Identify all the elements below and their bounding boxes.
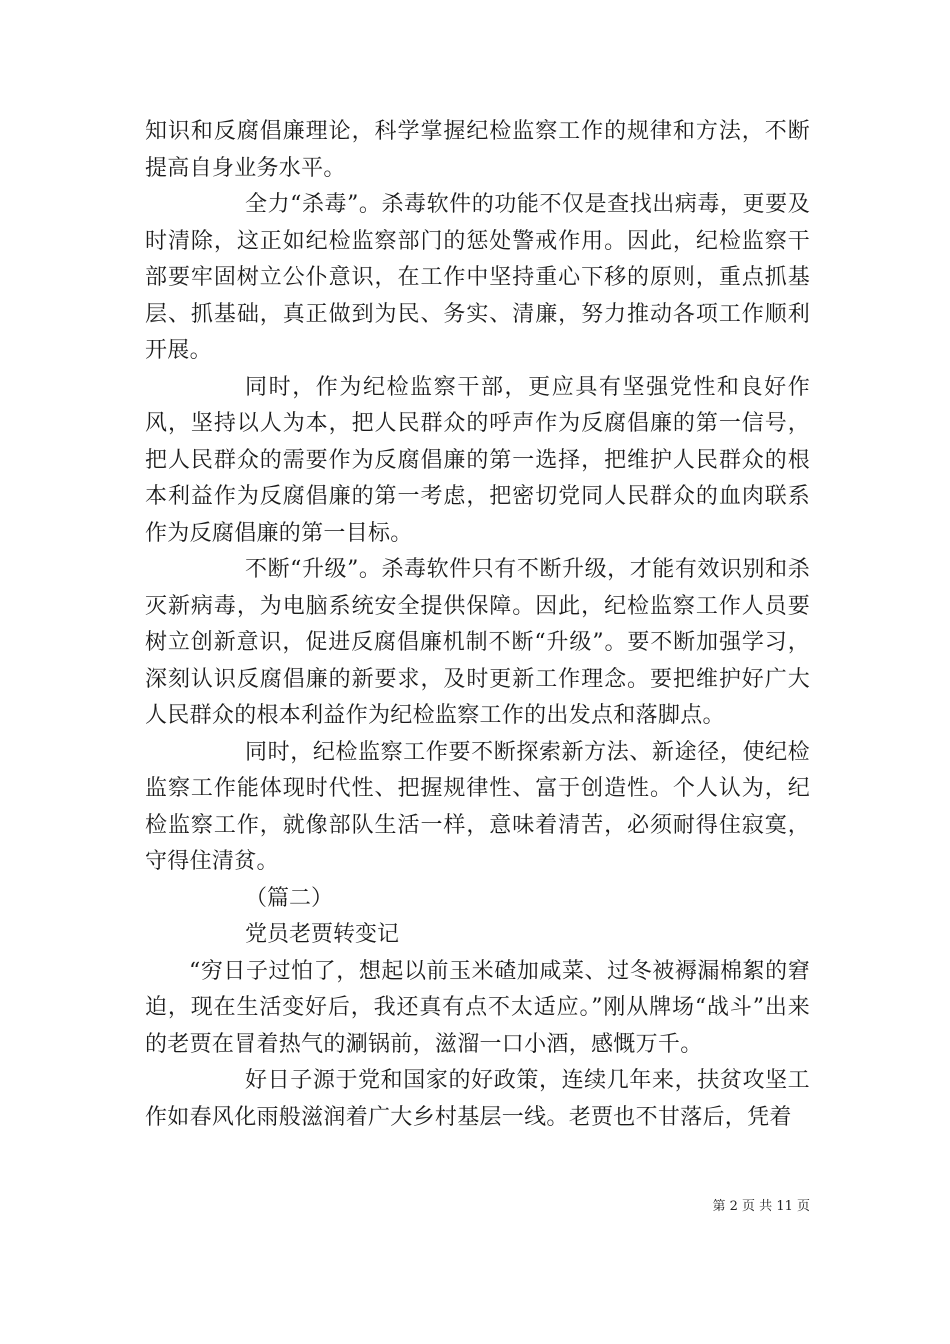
section-label: （篇二） <box>245 885 334 911</box>
page-footer: 第 2 页 共 11 页 <box>712 1199 810 1214</box>
paragraph-cadre-conduct: 同时，作为纪检监察干部，更应具有坚强党性和良好作风，坚持以人为本，把人民群众的呼声作为反腐倡廉的第一信号，把人民群众的需要作为反腐倡廉的第一选择，把维护人民群众的根本利益作为反腐倡廉的第一考虑，把密切党同人民群众的血肉联系作为反腐倡廉的第一目标。 <box>145 374 810 546</box>
document-body <box>145 114 810 1136</box>
paragraph-antivirus-kill: 全力“杀毒”。杀毒软件的功能不仅是查找出病毒，更要及时清除，这正如纪检监察部门的惩处警戒作用。因此，纪检监察干部要牢固树立公仆意识，在工作中坚持重心下移的原则，重点抓基层、抓基础，真正做到为民、务实、清廉，努力推动各项工作顺利开展。 <box>145 192 810 363</box>
paragraph-continued: 知识和反腐倡廉理论，科学掌握纪检监察工作的规律和方法，不断提高自身业务水平。 <box>145 119 810 181</box>
paragraph-upgrade: 不断“升级”。杀毒软件只有不断升级，才能有效识别和杀灭新病毒，为电脑系统安全提供保障。因此，纪检监察工作人员要树立创新意识，促进反腐倡廉机制不断“升级”。要不断加强学习，深刻认识反腐倡廉的新要求，及时更新工作理念。要把维护好广大人民群众的根本利益作为纪检监察工作的出发点和落脚点。 <box>145 557 810 728</box>
paragraph-good-policy: 好日子源于党和国家的好政策，连续几年来，扶贫攻坚工作如春风化雨般滋润着广大乡村基层一线。老贾也不甘落后，凭着 <box>145 1068 810 1130</box>
paragraph-innovation: 同时，纪检监察工作要不断探索新方法、新途径，使纪检监察工作能体现时代性、把握规律性、富于创造性。个人认为，纪检监察工作，就像部队生活一样，意味着清苦，必须耐得住寂寞，守得住清贫。 <box>145 739 810 874</box>
section-title: 党员老贾转变记 <box>245 922 400 947</box>
paragraph-old-jia-quote: “穷日子过怕了，想起以前玉米碴加咸菜、过冬被褥漏棉絮的窘迫，现在生活变好后，我还真有点不太适应。”刚从牌场“战斗”出来的老贾在冒着热气的涮锅前，滋溜一口小酒，感慨万千。 <box>145 958 810 1057</box>
